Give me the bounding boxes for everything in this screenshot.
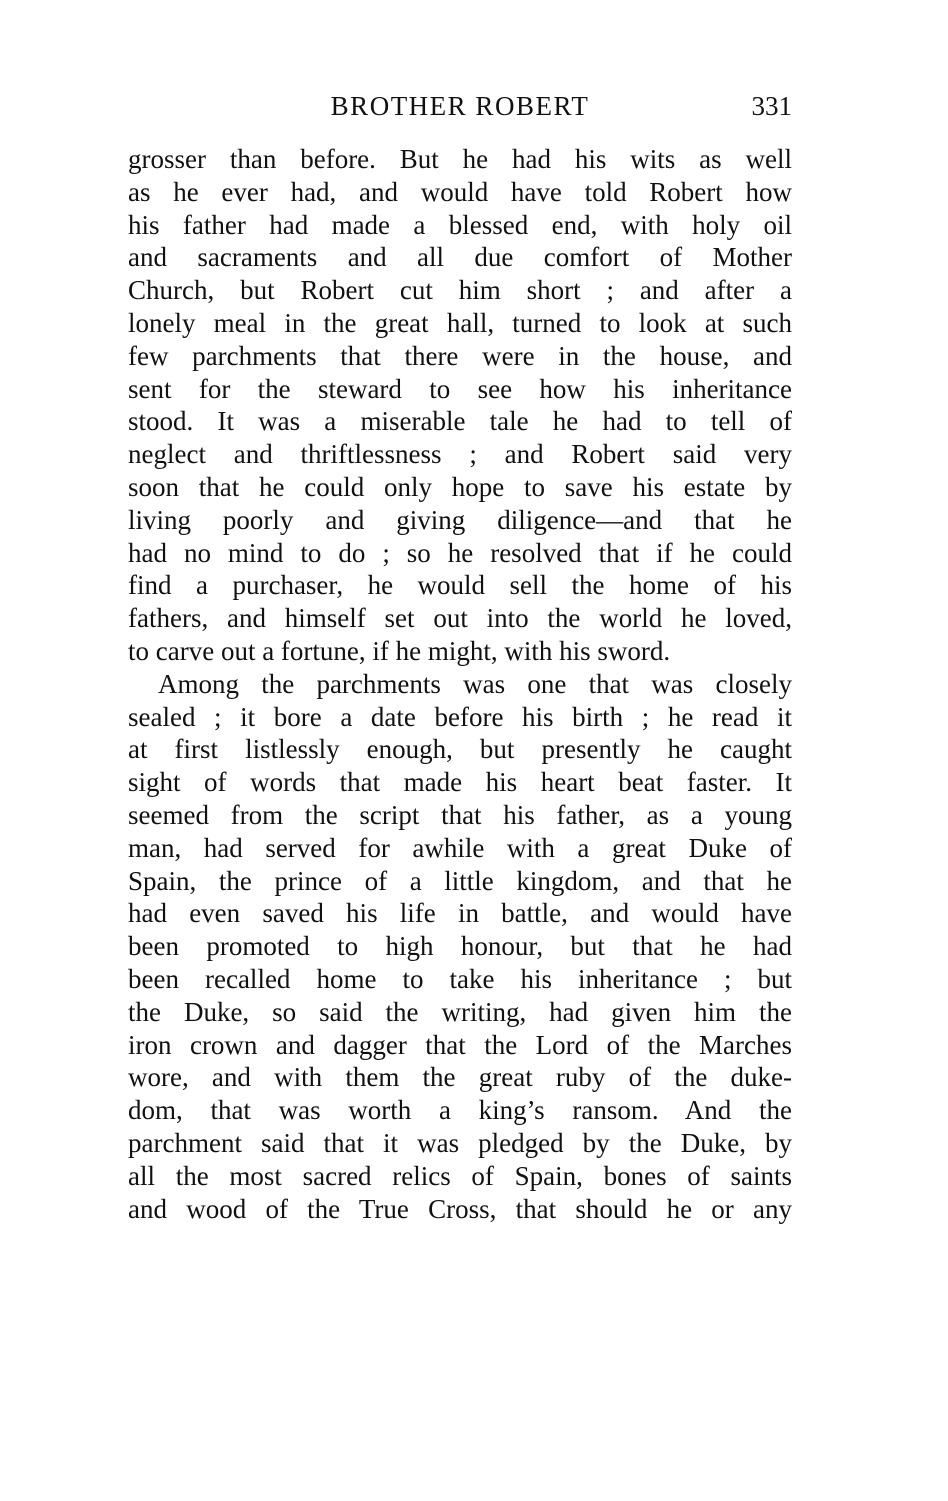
text-line: dom, that was worth a king’s ransom. And the — [128, 1095, 792, 1126]
text-line: Church, but Robert cut him short ; and after a — [128, 275, 792, 306]
text-line: and sacraments and all due comfort of Mother — [128, 242, 792, 273]
text-line: sealed ; it bore a date before his birth ; he read it — [128, 701, 792, 732]
text-line: sight of words that made his heart beat faster. It — [128, 767, 792, 798]
text-line: been promoted to high honour, but that he had — [128, 931, 792, 962]
text-line: all the most sacred relics of Spain, bones of saints — [128, 1160, 792, 1191]
text-line: seemed from the script that his father, as a young — [128, 799, 792, 830]
text-line: Among the parchments was one that was closely — [158, 668, 792, 699]
text-line: Spain, the prince of a little kingdom, and that he — [128, 865, 792, 896]
text-line: to carve out a fortune, if he might, with his sword. — [128, 635, 671, 666]
text-line: been recalled home to take his inheritance ; but — [128, 963, 792, 994]
text-line: and wood of the True Cross, that should he or any — [128, 1193, 792, 1224]
text-line: fathers, and himself set out into the world he loved, — [128, 603, 792, 634]
text-line: man, had served for awhile with a great Duke of — [128, 832, 792, 863]
text-line: soon that he could only hope to save his estate by — [128, 471, 792, 502]
body-text — [128, 143, 792, 1225]
text-line: his father had made a blessed end, with holy oil — [128, 209, 792, 240]
text-line: stood. It was a miserable tale he had to tell of — [128, 406, 792, 437]
text-line: neglect and thriftlessness ; and Robert said very — [128, 439, 792, 470]
running-head — [128, 88, 792, 124]
text-line: sent for the steward to see how his inheritance — [128, 373, 792, 404]
text-line: grosser than before. But he had his wits as well — [128, 144, 792, 174]
page-number: 331 — [751, 91, 792, 121]
text-line: lonely meal in the great hall, turned to look at such — [128, 307, 792, 338]
text-line: parchment said that it was pledged by the Duke, by — [128, 1127, 792, 1158]
text-line: wore, and with them the great ruby of the duke- — [128, 1062, 792, 1093]
text-line: living poorly and giving diligence—and that he — [128, 504, 792, 535]
text-line: the Duke, so said the writing, had given him the — [128, 996, 792, 1027]
text-line: had no mind to do ; so he resolved that if he could — [128, 537, 792, 568]
text-line: find a purchaser, he would sell the home of his — [128, 570, 792, 601]
text-line: as he ever had, and would have told Robert how — [128, 176, 792, 207]
text-line: had even saved his life in battle, and would have — [128, 898, 792, 929]
text-line: few parchments that there were in the house, and — [128, 340, 792, 371]
text-line: at first listlessly enough, but presently he caught — [128, 734, 792, 765]
running-title: BROTHER ROBERT — [330, 91, 590, 121]
text-line: iron crown and dagger that the Lord of the Marches — [128, 1029, 792, 1060]
